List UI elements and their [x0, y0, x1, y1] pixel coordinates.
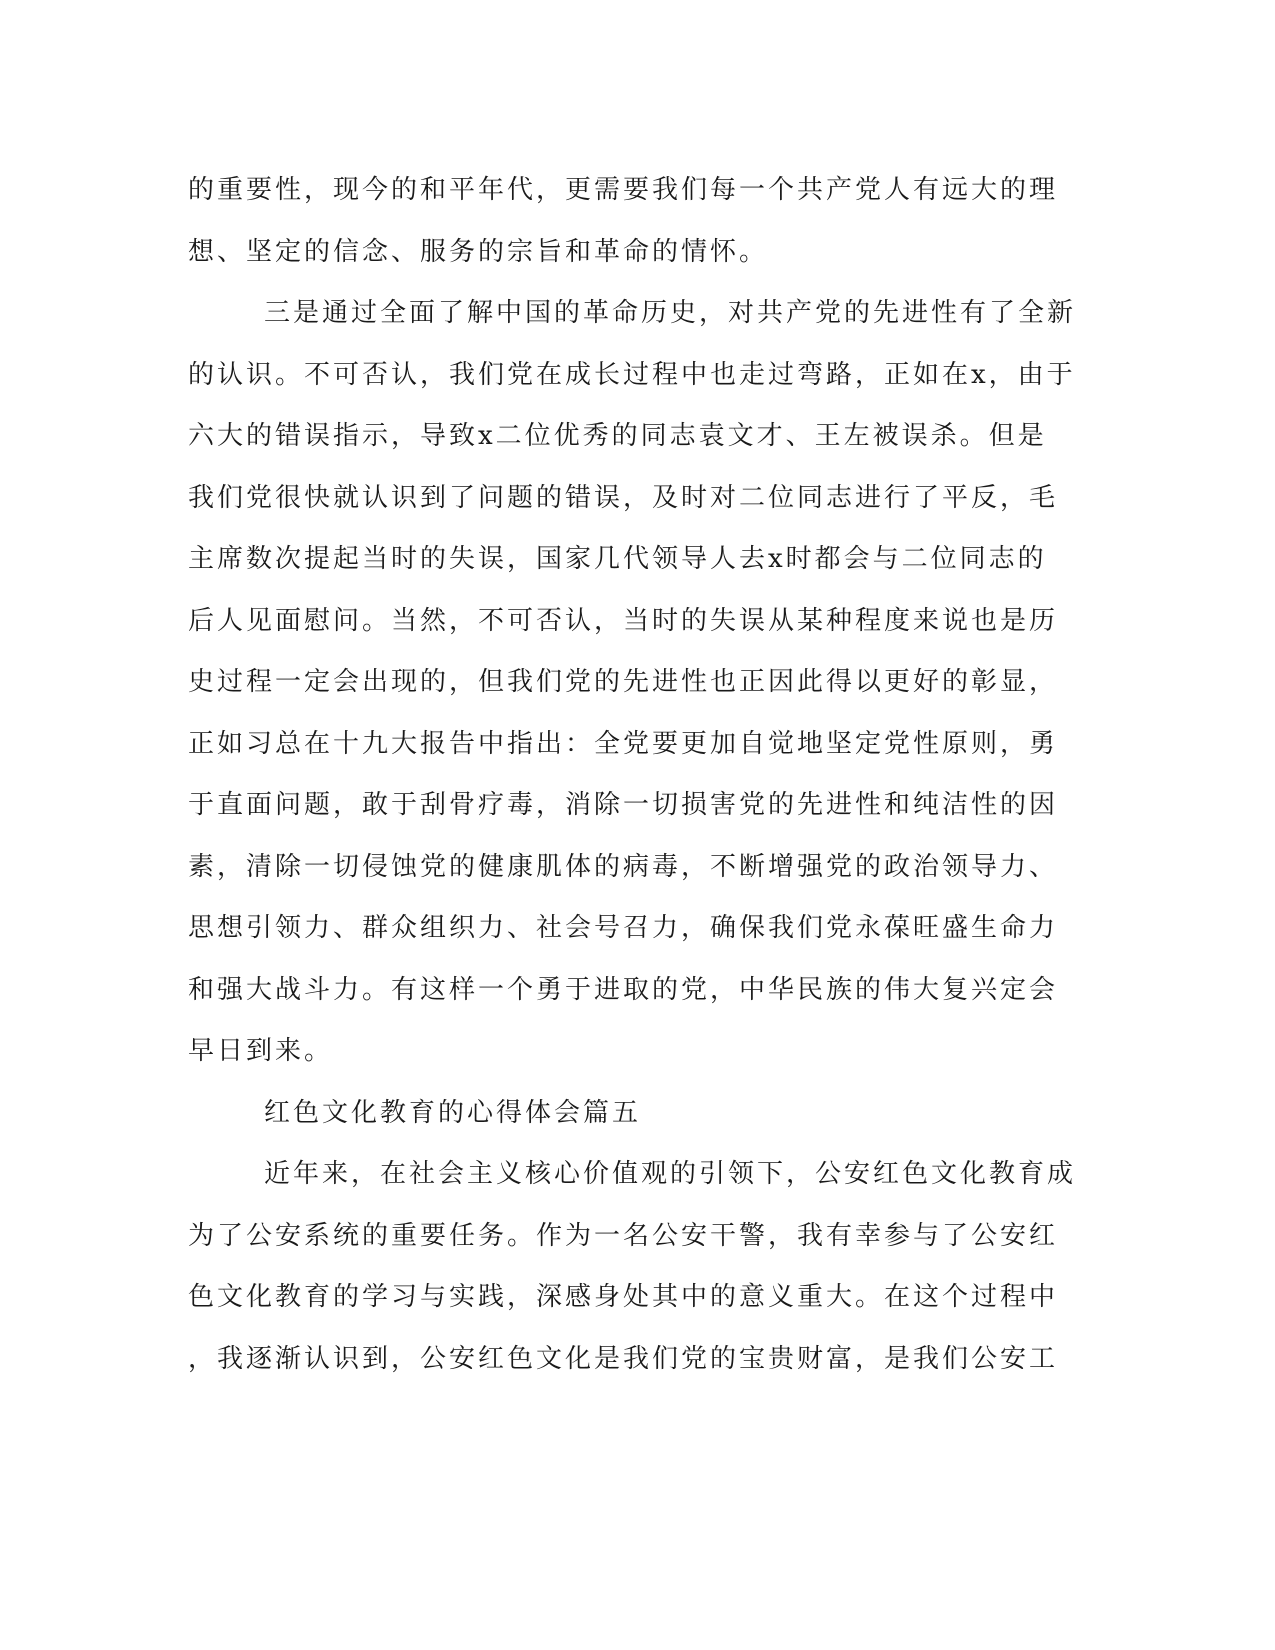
- text-line: ，我逐渐认识到，公安红色文化是我们党的宝贵财富，是我们公安工: [188, 1343, 1059, 1374]
- text-line: 想、坚定的信念、服务的宗旨和革命的情怀。: [188, 236, 769, 267]
- text-line: 为了公安系统的重要任务。作为一名公安干警，我有幸参与了公安红: [188, 1220, 1059, 1251]
- text-line: 的重要性，现今的和平年代，更需要我们每一个共产党人有远大的理: [188, 175, 1059, 205]
- text-line: 的认识。不可否认，我们党在成长过程中也走过弯路，正如在x，由于: [188, 359, 1076, 390]
- text-line: 三是通过全面了解中国的革命历史，对共产党的先进性有了全新: [264, 298, 1077, 328]
- text-line: 史过程一定会出现的，但我们党的先进性也正因此得以更好的彰显，: [188, 667, 1059, 697]
- text-line: 早日到来。: [188, 1036, 334, 1066]
- text-line: 思想引领力、群众组织力、社会号召力，确保我们党永葆旺盛生命力: [188, 913, 1059, 943]
- text-line: 六大的错误指示，导致x二位优秀的同志袁文才、王左被误杀。但是: [188, 421, 1047, 451]
- text-line: 素，清除一切侵蚀党的健康肌体的病毒，不断增强党的政治领导力、: [188, 851, 1059, 882]
- text-line: 主席数次提起当时的失误，国家几代领导人去x时都会与二位同志的: [188, 544, 1047, 574]
- section-heading: 红色文化教育的心得体会篇五: [264, 1097, 642, 1128]
- text-line: 我们党很快就认识到了问题的错误，及时对二位同志进行了平反，毛: [188, 482, 1059, 513]
- text-line: 正如习总在十九大报告中指出：全党要更加自觉地坚定党性原则，勇: [188, 728, 1059, 759]
- text-line: 后人见面慰问。当然，不可否认，当时的失误从某种程度来说也是历: [188, 605, 1059, 636]
- text-line: 近年来，在社会主义核心价值观的引领下，公安红色文化教育成: [264, 1159, 1077, 1189]
- text-line: 和强大战斗力。有这样一个勇于进取的党，中华民族的伟大复兴定会: [188, 974, 1059, 1005]
- text-line: 于直面问题，敢于刮骨疗毒，消除一切损害党的先进性和纯洁性的因: [188, 790, 1059, 820]
- text-line: 色文化教育的学习与实践，深感身处其中的意义重大。在这个过程中: [188, 1282, 1059, 1312]
- document-body: [188, 160, 1088, 1390]
